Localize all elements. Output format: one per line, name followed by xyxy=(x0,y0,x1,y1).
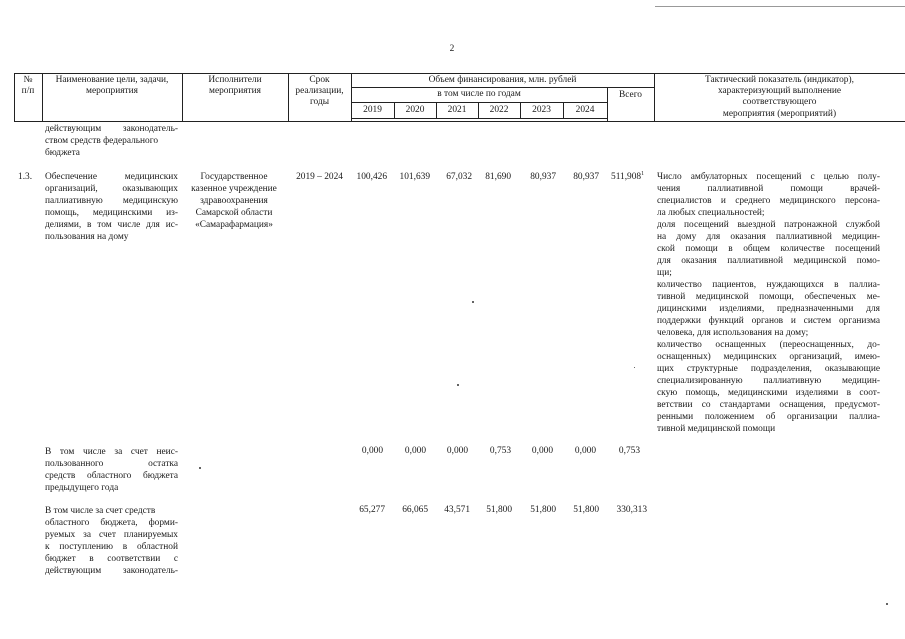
funding-subheader-line xyxy=(351,87,654,88)
row-name-line: делиями, в том числе для ис- xyxy=(45,220,178,230)
sub2-value-2021: 43,571 xyxy=(444,505,470,515)
row-executor-line: казенное учреждение xyxy=(191,184,277,194)
sub1-name-line: средств областного бюджета xyxy=(45,471,178,481)
scan-speck xyxy=(634,367,635,368)
row-executor-line: Самарской области xyxy=(195,208,273,218)
sub2-value-2024: 51,800 xyxy=(573,505,599,515)
header-year-2021: 2021 xyxy=(447,105,467,115)
sub2-value-2019: 65,277 xyxy=(359,505,385,515)
row-executor-line: «Самарафармация» xyxy=(195,220,273,230)
row-value-2021: 67,032 xyxy=(446,172,472,182)
carryover-line: действующим законодатель- xyxy=(45,124,178,134)
sub1-name-line: пользованного остатка xyxy=(45,459,178,469)
header-term: Срок реализации, годы xyxy=(295,75,344,108)
indicator-line: оснащенных) медицинских организаций, имею- xyxy=(657,352,880,362)
indicator-line: ской помощи в общем количестве посещений xyxy=(657,244,880,254)
indicator-line: человека, для использования на дому; xyxy=(657,328,809,338)
sub2-name-line: бюджет в соответствии с xyxy=(45,554,178,564)
header-year-2024: 2024 xyxy=(575,105,595,115)
header-top-border xyxy=(14,73,905,74)
row-value-2024: 80,937 xyxy=(573,172,599,182)
sub1-value-2024: 0,000 xyxy=(574,446,596,456)
sub1-value-2022: 0,753 xyxy=(489,446,511,456)
indicator-line: поддержки функций органов и систем организма xyxy=(657,316,880,326)
row-total xyxy=(611,172,644,183)
row-name-line: помощь, медицинскими из- xyxy=(45,208,178,218)
years-bottom-line xyxy=(351,118,607,119)
indicator-line: на дому для оказания паллиативной медицин- xyxy=(657,232,880,242)
header-year-2023: 2023 xyxy=(532,105,551,115)
row-name-line: организаций, оказывающих xyxy=(45,184,178,194)
header-executors: Исполнители мероприятия xyxy=(208,75,262,97)
sub2-value-2023: 51,800 xyxy=(530,505,556,515)
header-year-2022: 2022 xyxy=(489,105,509,115)
indicator-line: специализированную паллиативную медицин- xyxy=(657,376,880,386)
header-name: Наименование цели, задачи, мероприятия xyxy=(55,75,169,97)
sub1-name-line: предыдущего года xyxy=(45,483,119,493)
indicator-line: количество оснащенных (переоснащенных, до- xyxy=(657,340,880,350)
carryover-line: бюджета xyxy=(45,148,80,158)
row-value-2019: 100,426 xyxy=(356,172,387,182)
row-name-line: паллиативную медицинскую xyxy=(45,196,178,206)
indicator-line: ренными положением об организации паллиа- xyxy=(657,412,880,422)
row-total-value: 511,908 xyxy=(611,172,642,182)
header-total: Всего xyxy=(619,90,642,100)
carryover-line: ством средств федерального xyxy=(45,136,159,146)
header-funding: Объем финансирования, млн. рублей xyxy=(428,75,577,85)
sub2-value-2022: 51,800 xyxy=(486,505,512,515)
row-value-2020: 101,639 xyxy=(399,172,430,182)
page-number: 2 xyxy=(449,44,455,54)
header-by-years: в том числе по годам xyxy=(437,89,521,99)
scan-speck xyxy=(457,384,459,386)
row-value-2023: 80,937 xyxy=(530,172,556,182)
row-executor-line: здравоохранения xyxy=(200,196,268,206)
indicator-line: для оказания паллиативной медицинской помо- xyxy=(657,256,880,266)
sub2-name-line: руемых за счет планируемых xyxy=(45,530,178,540)
sub2-name-line: действующим законодатель- xyxy=(45,566,178,576)
indicator-line: чения паллиативной помощи врачей- xyxy=(657,184,880,194)
row-number: 1.3. xyxy=(18,172,33,182)
indicator-line: доля посещений выездной патронажной службой xyxy=(657,220,880,230)
header-num: № п/п xyxy=(21,75,35,97)
sub2-name-line: В том числе за счет средств xyxy=(45,506,156,516)
header-indicator: Тактический показатель (индикатор), характеризующий выполнение соответствующего мероприятия (мероприятий) xyxy=(705,75,854,119)
sub2-value-2020: 66,065 xyxy=(402,505,428,515)
row-total-footnote: 1 xyxy=(641,171,645,177)
sub1-value-2021: 0,000 xyxy=(446,446,468,456)
scan-edge-line xyxy=(655,6,905,7)
indicator-line: щих структурные подразделения, оказывающие xyxy=(657,364,880,374)
sub2-name-line: областного бюджета, форми- xyxy=(45,518,178,528)
indicator-line: тивной медицинской помощи, обеспеченых ме- xyxy=(657,292,880,302)
indicator-line: скую помощь, медицинскими изделиями в соот- xyxy=(657,388,880,398)
row-term: 2019 – 2024 xyxy=(296,172,343,182)
scan-speck xyxy=(886,603,888,605)
row-executor-line: Государственное xyxy=(200,172,268,182)
row-name-line: Обеспечение медицинских xyxy=(45,172,178,182)
indicator-line: ла любых специальностей; xyxy=(657,208,765,218)
row-value-2022: 81,690 xyxy=(485,172,511,182)
indicator-line: специалистов и среднего медицинского персона- xyxy=(657,196,880,206)
years-subheader-line xyxy=(351,102,607,103)
sub1-value-2020: 0,000 xyxy=(404,446,426,456)
header-year-2020: 2020 xyxy=(405,105,425,115)
sub1-value-2019: 0,000 xyxy=(361,446,383,456)
header-year-2019: 2019 xyxy=(363,105,382,115)
indicator-line: количество пациентов, нуждающихся в паллиа- xyxy=(657,280,880,290)
header-bottom-border xyxy=(14,121,905,122)
sub2-name-line: к поступлению в областной xyxy=(45,542,178,552)
scan-speck xyxy=(199,467,201,469)
indicator-line: ветствии со стандартами оснащения, предусмот- xyxy=(657,400,880,410)
sub1-value-2023: 0,000 xyxy=(531,446,553,456)
indicator-line: тивной медицинской помощи xyxy=(657,424,776,434)
sub1-total: 0,753 xyxy=(618,446,640,456)
indicator-line: дицинскими изделиями, предназначенными для xyxy=(657,304,880,314)
indicator-line: щи; xyxy=(657,268,672,278)
sub2-total: 330,313 xyxy=(616,505,647,515)
sub1-name-line: В том числе за счет неис- xyxy=(45,447,178,457)
scan-speck xyxy=(472,301,474,303)
indicator-line: Число амбулаторных посещений с целью полу- xyxy=(657,172,880,182)
row-name-line: пользования на дому xyxy=(45,232,129,242)
